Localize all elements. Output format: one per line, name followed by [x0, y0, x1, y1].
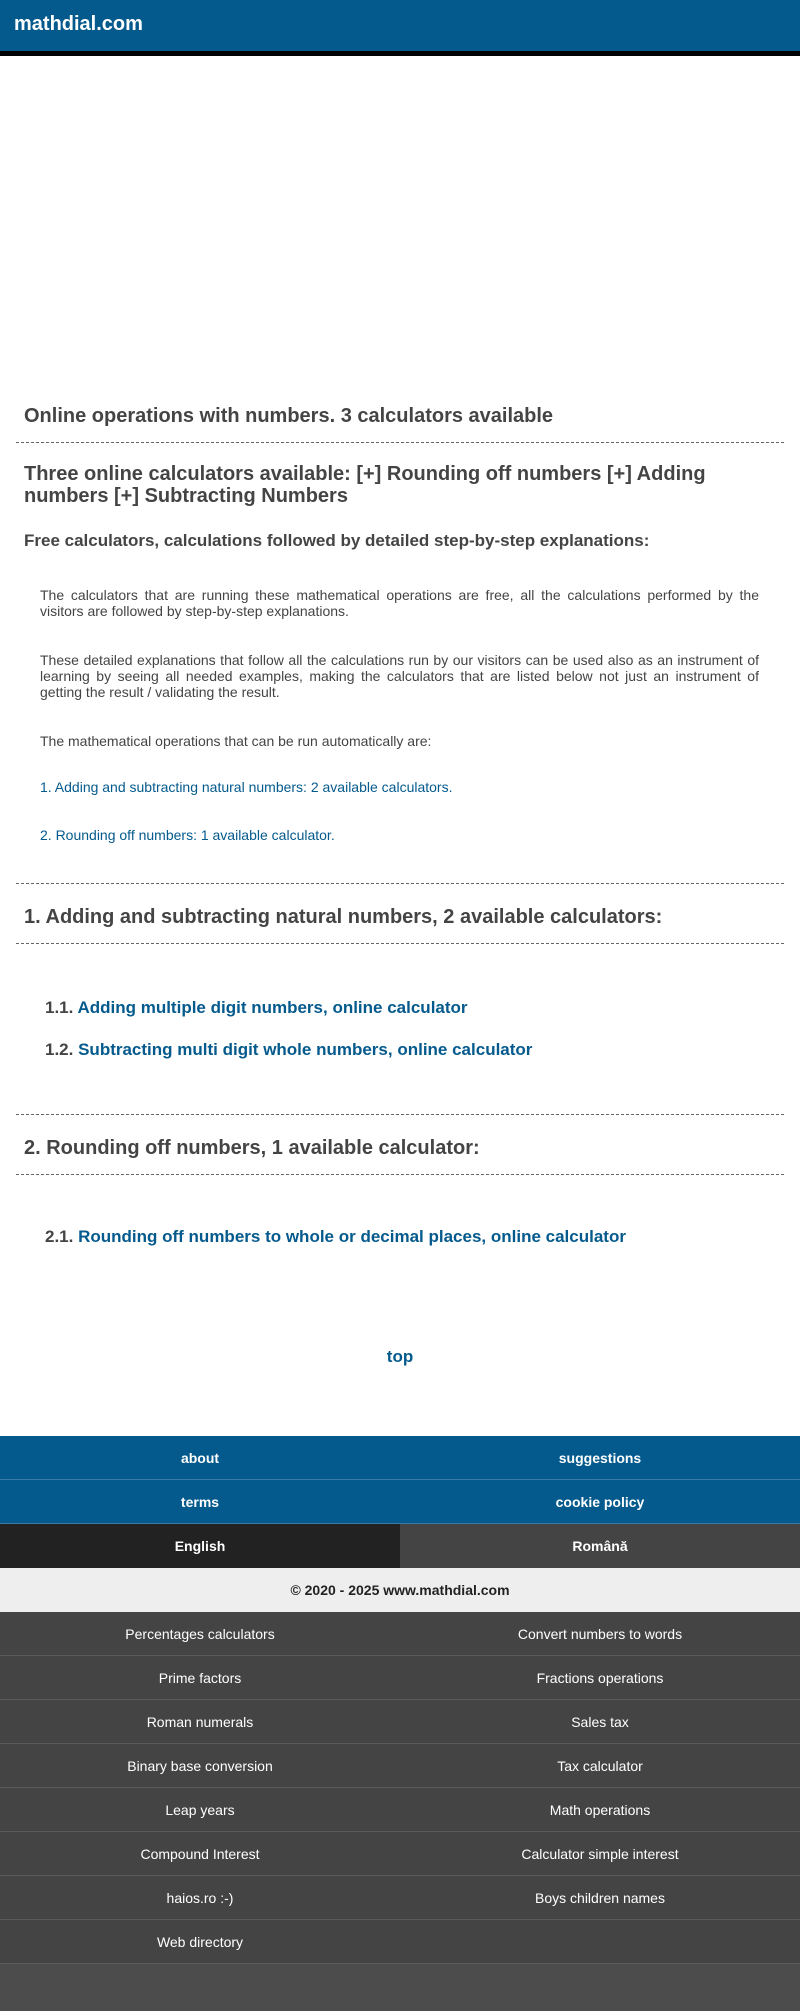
footer-link[interactable]: Tax calculator — [400, 1744, 800, 1788]
footer-links-row — [0, 1656, 800, 1700]
footer-nav-row — [0, 1480, 800, 1524]
footer-empty-cell — [400, 1920, 800, 1964]
footer-links-row — [0, 1920, 800, 1964]
language-romanian[interactable]: Română — [400, 1524, 800, 1568]
calculator-item — [16, 998, 784, 1018]
intro-paragraph: The calculators that are running these mathematical operations are free, all the calculations performed by the visitors are followed by step-by-step explanations. — [40, 587, 759, 619]
footer-link-suggestions[interactable]: suggestions — [400, 1436, 800, 1480]
footer-link[interactable]: Binary base conversion — [0, 1744, 400, 1788]
footer-links-row — [0, 1832, 800, 1876]
index-link-adding-subtracting[interactable]: 1. Adding and subtracting natural numbers: 2 available calculators. — [40, 779, 453, 795]
footer-link[interactable]: Math operations — [400, 1788, 800, 1832]
footer-link[interactable]: Sales tax — [400, 1700, 800, 1744]
footer-link[interactable]: Calculator simple interest — [400, 1832, 800, 1876]
page-subtitle: Three online calculators available: [+] Rounding off numbers [+] Adding numbers [+] Subtracting Numbers — [24, 463, 706, 507]
calculator-number: 1.2. — [45, 1040, 74, 1059]
footer-link-about[interactable]: about — [0, 1436, 400, 1480]
calculator-link-rounding[interactable]: Rounding off numbers to whole or decimal places, online calculator — [78, 1227, 626, 1246]
index-link-rounding[interactable]: 2. Rounding off numbers: 1 available calculator. — [40, 827, 335, 843]
calculator-item — [16, 1227, 784, 1247]
footer-link[interactable]: Percentages calculators — [0, 1612, 400, 1656]
site-footer — [0, 1436, 800, 2011]
main-content — [0, 396, 800, 1367]
calculator-link-adding[interactable]: Adding multiple digit numbers, online calculator — [77, 998, 468, 1017]
calculator-link-subtracting[interactable]: Subtracting multi digit whole numbers, online calculator — [78, 1040, 533, 1059]
footer-link[interactable]: Compound Interest — [0, 1832, 400, 1876]
footer-link[interactable]: Prime factors — [0, 1656, 400, 1700]
intro-paragraph: The mathematical operations that can be run automatically are: — [40, 733, 432, 749]
footer-links-row — [0, 1612, 800, 1656]
calculator-number: 2.1. — [45, 1227, 74, 1246]
footer-nav-row — [0, 1436, 800, 1480]
footer-link[interactable]: Leap years — [0, 1788, 400, 1832]
footer-link[interactable]: Boys children names — [400, 1876, 800, 1920]
back-to-top-link[interactable]: top — [386, 1347, 414, 1366]
calculator-number: 1.1. — [45, 998, 74, 1017]
footer-link[interactable]: Fractions operations — [400, 1656, 800, 1700]
ad-space — [0, 56, 800, 396]
intro-paragraph: These detailed explanations that follow all the calculations run by our visitors can be used also as an instrument of learning by seeing all needed examples, making the calculators that are listed below not just an instrument of getting the result / validating the result. — [40, 652, 759, 700]
site-header — [0, 0, 800, 56]
footer-link-terms[interactable]: terms — [0, 1480, 400, 1524]
footer-links-row — [0, 1876, 800, 1920]
copyright: © 2020 - 2025 www.mathdial.com — [0, 1568, 800, 1612]
free-calculators-heading: Free calculators, calculations followed by detailed step-by-step explanations: — [24, 531, 650, 550]
footer-link[interactable]: haios.ro :-) — [0, 1876, 400, 1920]
footer-links-row — [0, 1744, 800, 1788]
section-heading-rounding: 2. Rounding off numbers, 1 available calculator: — [16, 1114, 784, 1175]
footer-bottom — [0, 1964, 800, 2011]
calculator-item — [16, 1040, 784, 1060]
footer-link[interactable]: Convert numbers to words — [400, 1612, 800, 1656]
language-english[interactable]: English — [0, 1524, 400, 1568]
site-logo-link[interactable]: mathdial.com — [14, 13, 143, 35]
footer-links-row — [0, 1788, 800, 1832]
footer-links-row — [0, 1700, 800, 1744]
section-heading-adding-subtracting: 1. Adding and subtracting natural numbers, 2 available calculators: — [16, 883, 784, 944]
language-switcher — [0, 1524, 800, 1568]
footer-link[interactable]: Roman numerals — [0, 1700, 400, 1744]
page-title: Online operations with numbers. 3 calculators available — [16, 396, 784, 443]
footer-link-cookie-policy[interactable]: cookie policy — [400, 1480, 800, 1524]
footer-link[interactable]: Web directory — [0, 1920, 400, 1964]
